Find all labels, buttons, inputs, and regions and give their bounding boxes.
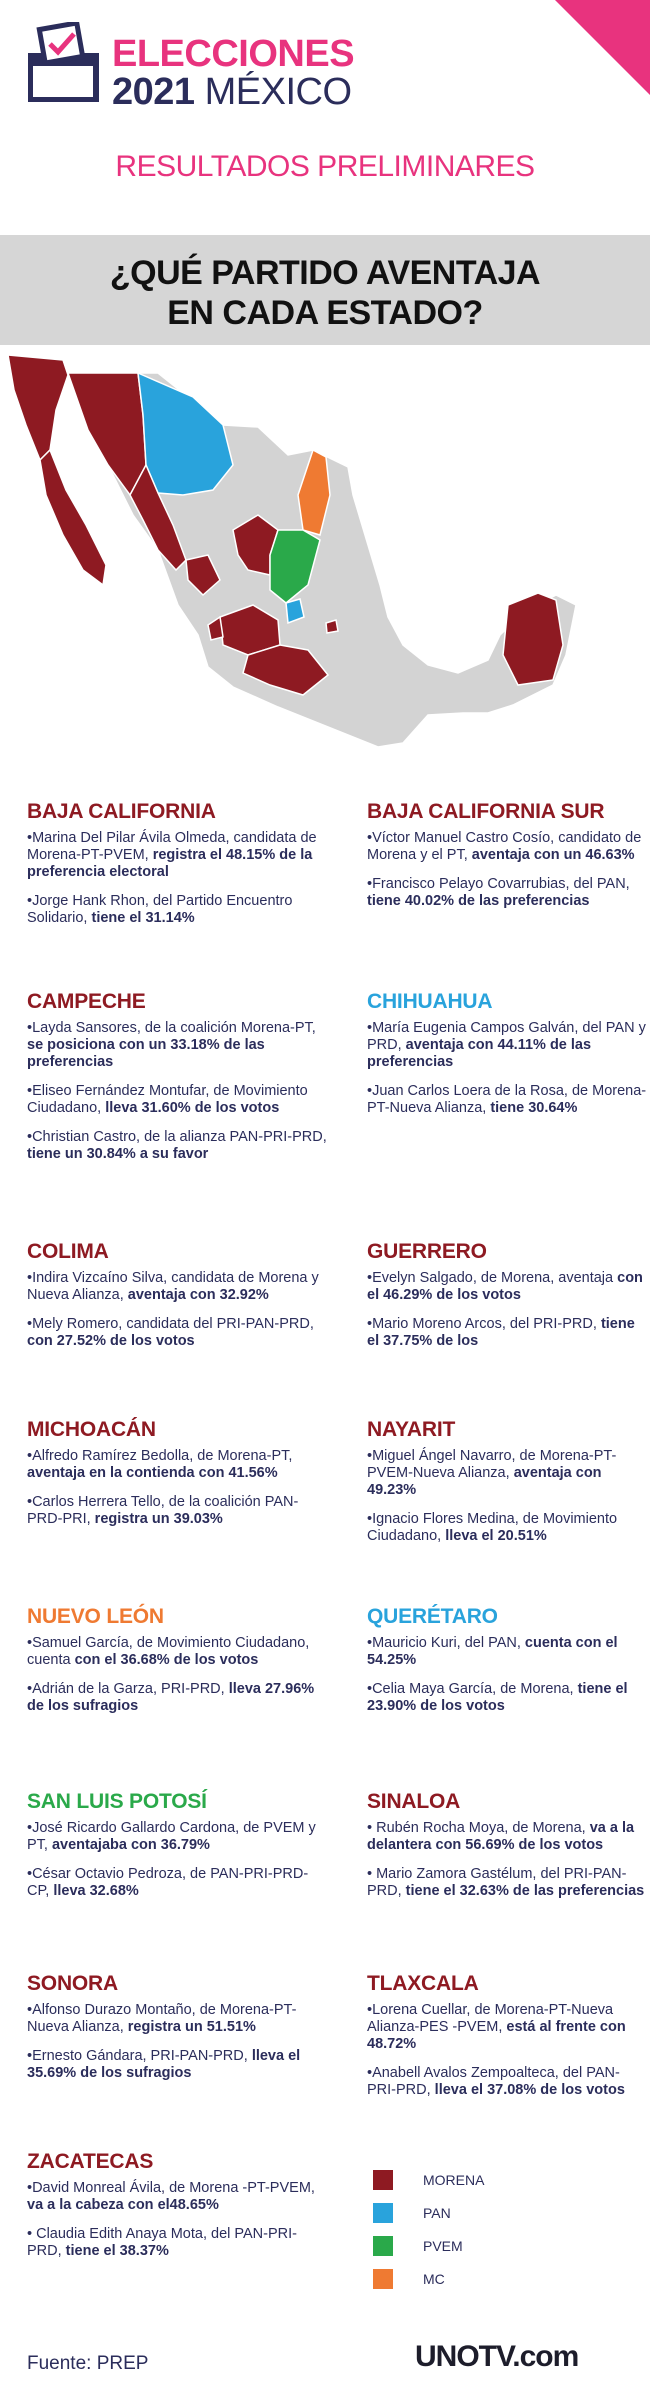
candidate-1: •Samuel García, de Movimiento Ciudadano, cuenta con el 36.68% de los votos xyxy=(27,1635,310,1668)
question-line-1: ¿QUÉ PARTIDO AVENTAJA xyxy=(109,254,541,292)
state-name: BAJA CALIFORNIA xyxy=(27,800,216,823)
state-colima xyxy=(27,1240,327,1362)
candidate-2: •Ernesto Gándara, PRI-PAN-PRD, lleva el 35.69% de los sufragios xyxy=(27,2048,301,2081)
state-name: GUERRERO xyxy=(367,1240,487,1263)
state-name: NUEVO LEÓN xyxy=(27,1605,164,1628)
map-chihuahua xyxy=(138,373,233,495)
candidate-1: •María Eugenia Campos Galván, del PAN y PRD, aventaja con 44.11% de las preferencias xyxy=(367,1020,646,1070)
state-name: SINALOA xyxy=(367,1790,461,1813)
brand-year: 2021 xyxy=(112,71,195,113)
candidate-1: •Marina Del Pilar Ávila Olmeda, candidata de Morena-PT-PVEM, registra el 48.15% de la preferencia electoral xyxy=(27,830,317,880)
state-name: QUERÉTARO xyxy=(367,1605,498,1628)
candidate-1: •Evelyn Salgado, de Morena, aventaja con el 46.29% de los votos xyxy=(367,1270,643,1303)
state-baja-california-sur xyxy=(367,800,647,922)
state-nayarit xyxy=(367,1418,647,1557)
candidate-2: • Claudia Edith Anaya Mota, del PAN-PRI-PRD, tiene el 38.37% xyxy=(27,2226,297,2259)
brand-title: ELECCIONES xyxy=(112,33,355,75)
page-subtitle: RESULTADOS PRELIMINARES xyxy=(115,150,535,183)
question-line-2: EN CADA ESTADO? xyxy=(167,294,483,332)
map-sonora xyxy=(68,373,146,495)
state-name: COLIMA xyxy=(27,1240,109,1263)
candidate-2: •Mario Moreno Arcos, del PRI-PRD, tiene el 37.75% de los xyxy=(367,1316,635,1349)
legend-label: MC xyxy=(423,2271,445,2287)
map-baja-california-sur xyxy=(40,450,106,585)
candidate-2: •César Octavio Pedroza, de PAN-PRI-PRD-CP, lleva 32.68% xyxy=(27,1866,309,1899)
candidate-1: •David Monreal Ávila, de Morena -PT-PVEM, va a la cabeza con el48.65% xyxy=(27,2180,315,2213)
candidate-2: •Carlos Herrera Tello, de la coalición PAN-PRD-PRI, registra un 39.03% xyxy=(27,1494,299,1527)
mexico-map xyxy=(8,355,598,755)
state-name: CAMPECHE xyxy=(27,990,146,1013)
legend-label: PVEM xyxy=(423,2238,463,2254)
candidate-1: • Rubén Rocha Moya, de Morena, va a la delantera con 56.69% de los votos xyxy=(367,1820,635,1853)
source-note: Fuente: PREP xyxy=(27,2353,149,2374)
legend-swatch xyxy=(373,2269,393,2289)
state-tlaxcala xyxy=(367,1972,647,2111)
state-zacatecas xyxy=(27,2150,327,2272)
ballot-box-icon xyxy=(28,22,102,102)
map-baja-california xyxy=(8,355,68,460)
candidate-1: •Miguel Ángel Navarro, de Morena-PT-PVEM-Nueva Alianza, aventaja con 49.23% xyxy=(367,1448,617,1498)
state-baja-california xyxy=(27,800,327,939)
candidate-2: •Ignacio Flores Medina, de Movimiento Ciudadano, lleva el 20.51% xyxy=(367,1511,618,1544)
brand-subtitle xyxy=(112,72,352,112)
state-guerrero xyxy=(367,1240,647,1362)
candidate-1: •Alfonso Durazo Montaño, de Morena-PT-Nueva Alianza, registra un 51.51% xyxy=(27,2002,297,2035)
state-campeche xyxy=(27,990,327,1175)
state-name: NAYARIT xyxy=(367,1418,456,1441)
state-michoacan xyxy=(27,1418,327,1540)
candidate-1: •Mauricio Kuri, del PAN, cuenta con el 54.25% xyxy=(367,1635,618,1668)
state-name: ZACATECAS xyxy=(27,2150,154,2173)
legend-label: PAN xyxy=(423,2205,451,2221)
legend-swatch xyxy=(373,2236,393,2256)
state-san-luis-potosi xyxy=(27,1790,327,1912)
state-name: CHIHUAHUA xyxy=(367,990,493,1013)
candidate-2: •Francisco Pelayo Covarrubias, del PAN, tiene 40.02% de las preferencias xyxy=(367,876,630,909)
state-sinaloa xyxy=(367,1790,647,1912)
state-name: SAN LUIS POTOSÍ xyxy=(27,1790,207,1813)
legend-swatch xyxy=(373,2203,393,2223)
candidate-2: •Juan Carlos Loera de la Rosa, de Morena-PT-Nueva Alianza, tiene 30.64% xyxy=(367,1083,647,1116)
candidate-1: •Indira Vizcaíno Silva, candidata de Morena y Nueva Alianza, aventaja con 32.92% xyxy=(27,1270,319,1303)
candidate-2: • Mario Zamora Gastélum, del PRI-PAN-PRD, tiene el 32.63% de las preferencias xyxy=(367,1866,645,1899)
corner-accent xyxy=(555,0,650,95)
candidate-2: •Eliseo Fernández Montufar, de Movimiento Ciudadano, lleva 31.60% de los votos xyxy=(27,1083,308,1116)
state-sonora xyxy=(27,1972,327,2094)
candidate-2: •Celia Maya García, de Morena, tiene el 23.90% de los votos xyxy=(367,1681,628,1714)
candidate-2: •Mely Romero, candidata del PRI-PAN-PRD, con 27.52% de los votos xyxy=(27,1316,314,1349)
state-name: TLAXCALA xyxy=(367,1972,479,1995)
state-nuevo-leon xyxy=(27,1605,327,1727)
candidate-3: •Christian Castro, de la alianza PAN-PRI-PRD, tiene un 30.84% a su favor xyxy=(27,1129,327,1162)
candidate-1: •Alfredo Ramírez Bedolla, de Morena-PT, aventaja en la contienda con 41.56% xyxy=(27,1448,293,1481)
candidate-1: •José Ricardo Gallardo Cardona, de PVEM y PT, aventajaba con 36.79% xyxy=(27,1820,316,1853)
candidate-1: •Víctor Manuel Castro Cosío, candidato de Morena y el PT, aventaja con un 46.63% xyxy=(367,830,642,863)
state-name: MICHOACÁN xyxy=(27,1418,156,1441)
legend-label: MORENA xyxy=(423,2172,485,2188)
legend-swatch xyxy=(373,2170,393,2190)
state-name: BAJA CALIFORNIA SUR xyxy=(367,800,605,823)
brand-country: MÉXICO xyxy=(204,71,352,113)
candidate-2: •Anabell Avalos Zempoalteca, del PAN-PRI-PRD, lleva el 37.08% de los votos xyxy=(367,2065,625,2098)
state-chihuahua xyxy=(367,990,647,1129)
map-tlaxcala xyxy=(326,620,338,633)
state-name: SONORA xyxy=(27,1972,118,1995)
question-banner xyxy=(0,235,650,345)
candidate-2: •Adrián de la Garza, PRI-PRD, lleva 27.96% de los sufragios xyxy=(27,1681,315,1714)
candidate-1: •Layda Sansores, de la coalición Morena-PT, se posiciona con un 33.18% de las preferencias xyxy=(27,1020,316,1070)
state-queretaro xyxy=(367,1605,647,1727)
candidate-2: •Jorge Hank Rhon, del Partido Encuentro Solidario, tiene el 31.14% xyxy=(27,893,293,926)
unotv-logo: UNOTV.com xyxy=(415,2340,579,2373)
map-campeche xyxy=(503,593,563,685)
candidate-1: •Lorena Cuellar, de Morena-PT-Nueva Alianza-PES -PVEM, está al frente con 48.72% xyxy=(367,2002,626,2052)
